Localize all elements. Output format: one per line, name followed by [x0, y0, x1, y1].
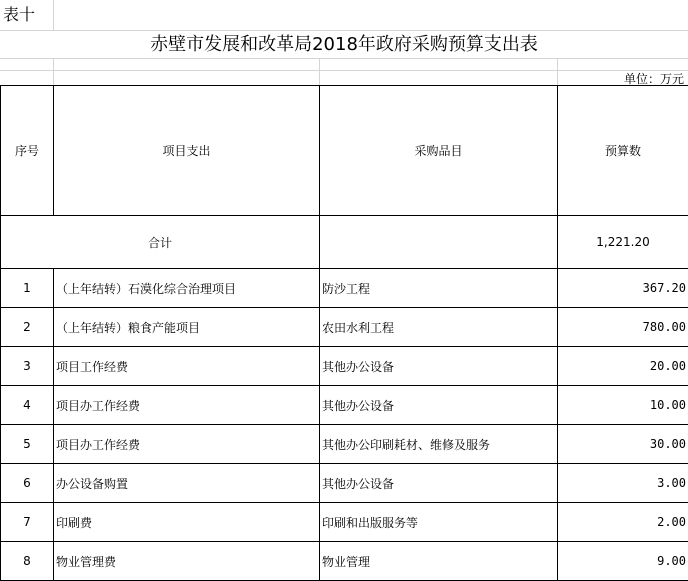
- row-category: 其他办公设备: [320, 347, 558, 386]
- total-row: [1, 216, 688, 269]
- row-category: 农田水利工程: [320, 308, 558, 347]
- unit-label: 单位：万元: [624, 72, 684, 86]
- page-title: 赤壁市发展和改革局2018年政府采购预算支出表: [0, 32, 688, 58]
- row-project: 印刷费: [54, 503, 320, 542]
- row-category: 其他办公设备: [320, 464, 558, 503]
- total-category: [320, 216, 558, 269]
- table-row: [1, 308, 688, 347]
- header-project: 项目支出: [54, 86, 320, 216]
- row-project: 项目办工作经费: [54, 386, 320, 425]
- table-row: [1, 542, 688, 581]
- grid-line: [0, 70, 688, 71]
- budget-table: [0, 85, 688, 581]
- header-seq: 序号: [1, 86, 54, 216]
- row-amount: 10.00: [558, 386, 688, 425]
- row-seq: 8: [1, 542, 54, 581]
- table-row: [1, 269, 688, 308]
- header-budget: 预算数: [558, 86, 688, 216]
- table-row: [1, 425, 688, 464]
- row-category: 其他办公设备: [320, 386, 558, 425]
- row-project: 项目办工作经费: [54, 425, 320, 464]
- row-amount: 20.00: [558, 347, 688, 386]
- row-category: 印刷和出版服务等: [320, 503, 558, 542]
- row-project: 办公设备购置: [54, 464, 320, 503]
- row-seq: 4: [1, 386, 54, 425]
- row-amount: 367.20: [558, 269, 688, 308]
- row-amount: 3.00: [558, 464, 688, 503]
- grid-line: [53, 0, 54, 30]
- grid-line: [0, 30, 688, 31]
- row-project: 物业管理费: [54, 542, 320, 581]
- table-row: [1, 347, 688, 386]
- total-label: 合计: [1, 216, 320, 269]
- row-project: （上年结转）石漠化综合治理项目: [54, 269, 320, 308]
- row-category: 防沙工程: [320, 269, 558, 308]
- row-category: 其他办公印刷耗材、维修及服务: [320, 425, 558, 464]
- row-seq: 1: [1, 269, 54, 308]
- row-category: 物业管理: [320, 542, 558, 581]
- table-row: [1, 464, 688, 503]
- grid-line: [0, 58, 688, 59]
- table-header-row: [1, 86, 688, 216]
- grid-line: [557, 58, 558, 85]
- row-seq: 3: [1, 347, 54, 386]
- row-seq: 2: [1, 308, 54, 347]
- row-seq: 6: [1, 464, 54, 503]
- row-seq: 7: [1, 503, 54, 542]
- table-row: [1, 503, 688, 542]
- row-project: （上年结转）粮食产能项目: [54, 308, 320, 347]
- grid-line: [53, 58, 54, 85]
- row-project: 项目工作经费: [54, 347, 320, 386]
- row-amount: 780.00: [558, 308, 688, 347]
- row-seq: 5: [1, 425, 54, 464]
- row-amount: 2.00: [558, 503, 688, 542]
- sheet-label: 表十: [3, 2, 35, 28]
- table-row: [1, 386, 688, 425]
- row-amount: 9.00: [558, 542, 688, 581]
- grid-line: [319, 58, 320, 85]
- header-category: 采购品目: [320, 86, 558, 216]
- total-amount: 1,221.20: [558, 216, 688, 269]
- row-amount: 30.00: [558, 425, 688, 464]
